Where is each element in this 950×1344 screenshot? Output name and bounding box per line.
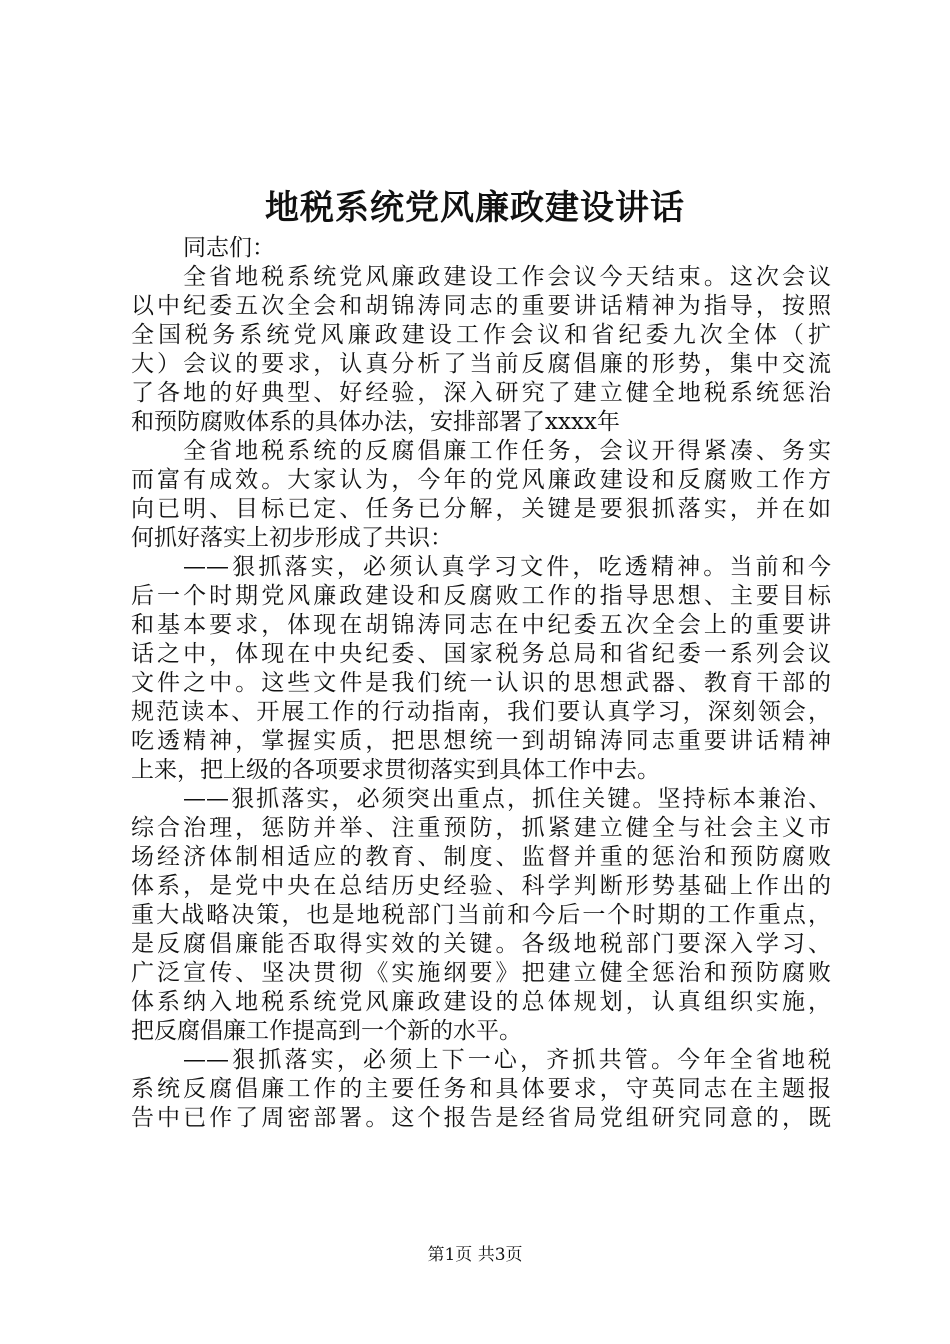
document-body — [131, 234, 831, 1133]
body-line: 是反腐倡廉能否取得实效的关键。各级地税部门要深入学习、 — [131, 931, 831, 957]
body-line: 全省地税系统党风廉政建设工作会议今天结束。这次会议 — [183, 264, 831, 290]
body-line: 系统反腐倡廉工作的主要任务和具体要求，守英同志在主题报 — [131, 1076, 831, 1102]
body-line: 吃透精神，掌握实质，把思想统一到胡锦涛同志重要讲话精神 — [131, 728, 831, 754]
body-line: 体系纳入地税系统党风廉政建设的总体规划，认真组织实施， — [131, 989, 831, 1015]
body-line: 和预防腐败体系的具体办法，安排部署了xxxx年 — [131, 409, 620, 435]
body-line: 重大战略决策，也是地税部门当前和今后一个时期的工作重点， — [131, 902, 831, 928]
body-line: 全省地税系统的反腐倡廉工作任务，会议开得紧凑、务实 — [183, 438, 831, 464]
body-line: 把反腐倡廉工作提高到一个新的水平。 — [131, 1018, 522, 1044]
body-line: 同志们： — [183, 235, 275, 261]
body-line: ——狠抓落实，必须认真学习文件，吃透精神。当前和今 — [183, 554, 831, 580]
body-line: 大）会议的要求，认真分析了当前反腐倡廉的形势，集中交流 — [131, 351, 831, 377]
body-line: 以中纪委五次全会和胡锦涛同志的重要讲话精神为指导，按照 — [131, 293, 831, 319]
body-line: 后一个时期党风廉政建设和反腐败工作的指导思想、主要目标 — [131, 583, 831, 609]
body-line: 体系，是党中央在总结历史经验、科学判断形势基础上作出的 — [131, 873, 831, 899]
document-title: 地税系统党风廉政建设讲话 — [265, 188, 685, 228]
body-line: 了各地的好典型、好经验，深入研究了建立健全地税系统惩治 — [131, 380, 831, 406]
body-line: 全国税务系统党风廉政建设工作会议和省纪委九次全体（扩 — [131, 322, 831, 348]
body-line: 话之中，体现在中央纪委、国家税务总局和省纪委一系列会议 — [131, 641, 831, 667]
body-line: ——狠抓落实，必须上下一心，齐抓共管。今年全省地税 — [183, 1047, 831, 1073]
body-line: 广泛宣传、坚决贯彻《实施纲要》把建立健全惩治和预防腐败 — [131, 960, 831, 986]
page-footer: 第1页 共3页 — [427, 1245, 523, 1265]
body-line: 向已明、目标已定、任务已分解，关键是要狠抓落实，并在如 — [131, 496, 831, 522]
body-line: 何抓好落实上初步形成了共识： — [131, 525, 453, 551]
body-line: 综合治理，惩防并举、注重预防，抓紧建立健全与社会主义市 — [131, 815, 831, 841]
body-line: 上来，把上级的各项要求贯彻落实到具体工作中去。 — [131, 757, 660, 783]
body-line: 规范读本、开展工作的行动指南，我们要认真学习，深刻领会， — [131, 699, 831, 725]
body-line: 场经济体制相适应的教育、制度、监督并重的惩治和预防腐败 — [131, 844, 831, 870]
body-line: 文件之中。这些文件是我们统一认识的思想武器、教育干部的 — [131, 670, 831, 696]
body-line: 和基本要求，体现在胡锦涛同志在中纪委五次全会上的重要讲 — [131, 612, 831, 638]
body-line: 告中已作了周密部署。这个报告是经省局党组研究同意的，既 — [131, 1105, 831, 1131]
body-line: 而富有成效。大家认为，今年的党风廉政建设和反腐败工作方 — [131, 467, 831, 493]
body-line: ——狠抓落实，必须突出重点，抓住关键。坚持标本兼治、 — [183, 786, 831, 812]
